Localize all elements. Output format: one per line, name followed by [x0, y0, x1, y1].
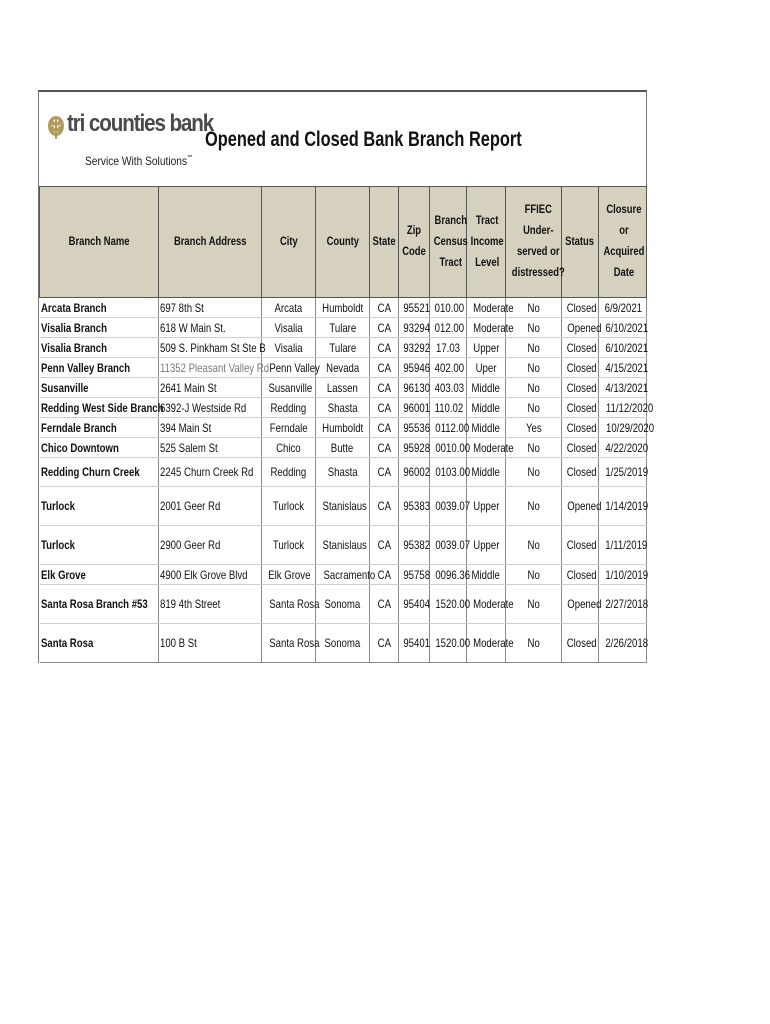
cell-state: CA — [370, 565, 399, 585]
cell-income: Moderate — [467, 318, 506, 338]
cell-state: CA — [370, 378, 399, 398]
cell-status: Closed — [562, 358, 599, 378]
cell-date: 2/27/2018 — [599, 585, 647, 624]
cell-ffiec: No — [506, 526, 562, 565]
cell-date: 6/10/2021 — [599, 338, 647, 358]
brand-tagline: Service With Solutions℠ — [85, 154, 194, 168]
cell-address: 4900 Elk Grove Blvd — [159, 565, 262, 585]
cell-name: Santa Rosa Branch #53 — [40, 585, 159, 624]
cell-zip: 95928 — [399, 438, 430, 458]
cell-tract: 0096.36 — [430, 565, 467, 585]
cell-income: Moderate — [467, 438, 506, 458]
cell-county: Butte — [316, 438, 370, 458]
cell-county: Stanislaus — [316, 487, 370, 526]
cell-county: Sonoma — [316, 624, 370, 663]
branch-report — [38, 90, 655, 663]
cell-tract: 403.03 — [430, 378, 467, 398]
cell-city: Susanville — [262, 378, 316, 398]
cell-city: Chico — [262, 438, 316, 458]
cell-zip: 95382 — [399, 526, 430, 565]
table-header-row — [40, 187, 647, 298]
cell-status: Closed — [562, 398, 599, 418]
cell-city: Visalia — [262, 318, 316, 338]
cell-date: 2/26/2018 — [599, 624, 647, 663]
table-row — [40, 378, 647, 398]
cell-date: 1/14/2019 — [599, 487, 647, 526]
table-row — [40, 318, 647, 338]
cell-state: CA — [370, 526, 399, 565]
cell-status: Closed — [562, 526, 599, 565]
col-income-level: Tract Income Level — [467, 187, 506, 298]
cell-ffiec: No — [506, 298, 562, 318]
cell-date: 1/25/2019 — [599, 458, 647, 487]
cell-state: CA — [370, 298, 399, 318]
cell-city: Penn Valley — [262, 358, 316, 378]
cell-status: Closed — [562, 378, 599, 398]
cell-name: Redding Churn Creek — [40, 458, 159, 487]
table-row — [40, 487, 647, 526]
cell-name: Visalia Branch — [40, 318, 159, 338]
cell-income: Middle — [467, 418, 506, 438]
cell-status: Closed — [562, 338, 599, 358]
cell-tract: 402.00 — [430, 358, 467, 378]
cell-zip: 96002 — [399, 458, 430, 487]
cell-city: Redding — [262, 458, 316, 487]
cell-state: CA — [370, 487, 399, 526]
report-header — [39, 92, 646, 186]
cell-address: 2641 Main St — [159, 378, 262, 398]
cell-city: Turlock — [262, 526, 316, 565]
cell-zip: 95401 — [399, 624, 430, 663]
cell-city: Elk Grove — [262, 565, 316, 585]
cell-income: Middle — [467, 565, 506, 585]
tri-counties-logo — [45, 110, 214, 170]
cell-state: CA — [370, 338, 399, 358]
cell-status: Opened — [562, 318, 599, 338]
cell-address: 2001 Geer Rd — [159, 487, 262, 526]
cell-tract: 1520.00 — [430, 585, 467, 624]
cell-name: Santa Rosa — [40, 624, 159, 663]
cell-name: Chico Downtown — [40, 438, 159, 458]
cell-date: 1/10/2019 — [599, 565, 647, 585]
cell-ffiec: No — [506, 458, 562, 487]
cell-city: Turlock — [262, 487, 316, 526]
cell-zip: 95404 — [399, 585, 430, 624]
cell-status: Closed — [562, 418, 599, 438]
cell-state: CA — [370, 318, 399, 338]
cell-tract: 0039.07 — [430, 487, 467, 526]
cell-address: 394 Main St — [159, 418, 262, 438]
cell-income: Upper — [467, 487, 506, 526]
cell-zip: 93292 — [399, 338, 430, 358]
cell-city: Visalia — [262, 338, 316, 358]
cell-income: Moderate — [467, 298, 506, 318]
col-county: County — [316, 187, 370, 298]
cell-county: Sonoma — [316, 585, 370, 624]
cell-income: Uper — [467, 358, 506, 378]
report-title: Opened and Closed Bank Branch Report — [205, 128, 522, 151]
cell-zip: 96130 — [399, 378, 430, 398]
cell-status: Opened — [562, 585, 599, 624]
cell-date: 10/29/2020 — [599, 418, 647, 438]
cell-ffiec: No — [506, 585, 562, 624]
cell-city: Ferndale — [262, 418, 316, 438]
cell-city: Redding — [262, 398, 316, 418]
col-state: State — [370, 187, 399, 298]
table-row — [40, 418, 647, 438]
cell-date: 6/9/2021 — [599, 298, 647, 318]
col-ffiec: FFIEC Under-served or distressed? — [506, 187, 562, 298]
cell-city: Arcata — [262, 298, 316, 318]
cell-state: CA — [370, 624, 399, 663]
cell-tract: 012.00 — [430, 318, 467, 338]
cell-zip: 93294 — [399, 318, 430, 338]
cell-tract: 0112.00 — [430, 418, 467, 438]
table-row — [40, 624, 647, 663]
cell-tract: 1520.00 — [430, 624, 467, 663]
cell-ffiec: No — [506, 398, 562, 418]
cell-address: 2900 Geer Rd — [159, 526, 262, 565]
cell-county: Nevada — [316, 358, 370, 378]
cell-state: CA — [370, 458, 399, 487]
cell-address: 819 4th Street — [159, 585, 262, 624]
cell-zip: 95521 — [399, 298, 430, 318]
cell-status: Closed — [562, 458, 599, 487]
cell-county: Humboldt — [316, 298, 370, 318]
cell-ffiec: No — [506, 378, 562, 398]
cell-state: CA — [370, 585, 399, 624]
table-row — [40, 398, 647, 418]
cell-status: Closed — [562, 624, 599, 663]
cell-name: Elk Grove — [40, 565, 159, 585]
cell-zip: 95946 — [399, 358, 430, 378]
cell-county: Shasta — [316, 398, 370, 418]
cell-county: Tulare — [316, 338, 370, 358]
cell-date: 4/13/2021 — [599, 378, 647, 398]
cell-income: Middle — [467, 398, 506, 418]
cell-income: Middle — [467, 378, 506, 398]
cell-income: Moderate — [467, 624, 506, 663]
cell-tract: 110.02 — [430, 398, 467, 418]
table-row — [40, 565, 647, 585]
cell-name: Redding West Side Branch — [40, 398, 159, 418]
cell-name: Turlock — [40, 487, 159, 526]
cell-state: CA — [370, 358, 399, 378]
cell-state: CA — [370, 418, 399, 438]
cell-status: Opened — [562, 487, 599, 526]
cell-address: 525 Salem St — [159, 438, 262, 458]
table-row — [40, 585, 647, 624]
cell-address: 6392-J Westside Rd — [159, 398, 262, 418]
cell-ffiec: No — [506, 565, 562, 585]
cell-name: Susanville — [40, 378, 159, 398]
cell-address: 100 B St — [159, 624, 262, 663]
cell-zip: 95536 — [399, 418, 430, 438]
cell-county: Sacramento — [316, 565, 370, 585]
col-status: Status — [562, 187, 599, 298]
cell-income: Moderate — [467, 585, 506, 624]
table-row — [40, 526, 647, 565]
cell-address: 618 W Main St. — [159, 318, 262, 338]
cell-status: Closed — [562, 298, 599, 318]
cell-name: Penn Valley Branch — [40, 358, 159, 378]
table-row — [40, 438, 647, 458]
cell-zip: 95758 — [399, 565, 430, 585]
cell-ffiec: No — [506, 487, 562, 526]
cell-income: Upper — [467, 526, 506, 565]
cell-ffiec: No — [506, 438, 562, 458]
cell-date: 4/15/2021 — [599, 358, 647, 378]
cell-address: 2245 Churn Creek Rd — [159, 458, 262, 487]
cell-county: Shasta — [316, 458, 370, 487]
cell-ffiec: No — [506, 624, 562, 663]
cell-county: Humboldt — [316, 418, 370, 438]
cell-date: 1/11/2019 — [599, 526, 647, 565]
cell-income: Middle — [467, 458, 506, 487]
cell-ffiec: No — [506, 338, 562, 358]
cell-date: 4/22/2020 — [599, 438, 647, 458]
cell-name: Visalia Branch — [40, 338, 159, 358]
cell-income: Upper — [467, 338, 506, 358]
cell-state: CA — [370, 438, 399, 458]
cell-address: 697 8th St — [159, 298, 262, 318]
cell-date: 6/10/2021 — [599, 318, 647, 338]
cell-name: Ferndale Branch — [40, 418, 159, 438]
cell-zip: 95383 — [399, 487, 430, 526]
cell-tract: 0103.00 — [430, 458, 467, 487]
col-closure-date: Closure or Acquired Date — [599, 187, 647, 298]
cell-ffiec: No — [506, 358, 562, 378]
cell-city: Santa Rosa — [262, 624, 316, 663]
col-branch-name: Branch Name — [40, 187, 159, 298]
cell-status: Closed — [562, 565, 599, 585]
cell-city: Santa Rosa — [262, 585, 316, 624]
table-row — [40, 358, 647, 378]
cell-tract: 17.03 — [430, 338, 467, 358]
cell-tract: 010.00 — [430, 298, 467, 318]
cell-county: Lassen — [316, 378, 370, 398]
cell-name: Turlock — [40, 526, 159, 565]
cell-ffiec: Yes — [506, 418, 562, 438]
cell-ffiec: No — [506, 318, 562, 338]
cell-status: Closed — [562, 438, 599, 458]
cell-name: Arcata Branch — [40, 298, 159, 318]
table-row — [40, 338, 647, 358]
cell-date: 11/12/2020 — [599, 398, 647, 418]
brand-name: tri counties bank — [67, 110, 214, 137]
cell-zip: 96001 — [399, 398, 430, 418]
col-branch-address: Branch Address — [159, 187, 262, 298]
col-city: City — [262, 187, 316, 298]
wheat-logo-icon — [45, 114, 67, 142]
col-zip-code: Zip Code — [399, 187, 430, 298]
col-census-tract: Branch Census Tract — [430, 187, 467, 298]
cell-address: 509 S. Pinkham St Ste B — [159, 338, 262, 358]
table-row — [40, 298, 647, 318]
cell-state: CA — [370, 398, 399, 418]
cell-county: Stanislaus — [316, 526, 370, 565]
cell-tract: 0010.00 — [430, 438, 467, 458]
cell-tract: 0039.07 — [430, 526, 467, 565]
table-row — [40, 458, 647, 487]
cell-county: Tulare — [316, 318, 370, 338]
cell-address: 11352 Pleasant Valley Rd — [159, 358, 262, 378]
branch-table — [39, 186, 655, 663]
